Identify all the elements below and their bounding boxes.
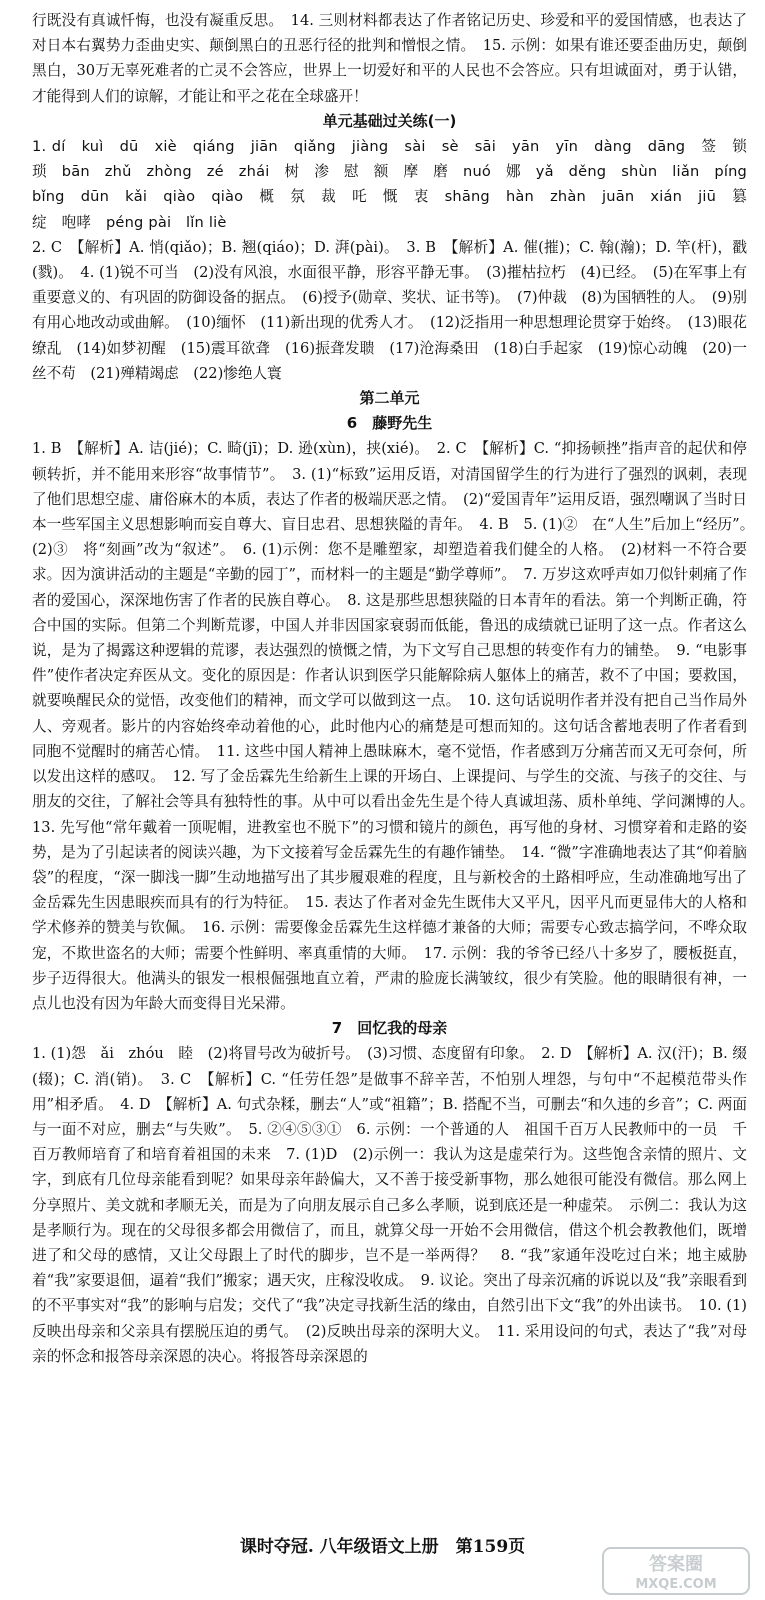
watermark-icon [601, 1546, 751, 1596]
watermark-logo [601, 1546, 751, 1596]
unit-two-heading: 第二单元 [359, 389, 420, 408]
unit-review-pinyin: 1. dí kuì dū xiè qiáng jiān qiǎng jiàng sài sè sāi yān yīn dàng dāng 签 锁 琐 bān zhǔ zhòng zé zhái 树 渗 慰 额 摩 磨 nuó 娜 yǎ děng shùn liǎn píng bǐng dūn kǎi qiào qiào 概 氛 裁 吒 慨 衷 shāng hàn zhàn juān xián jiū 篡 绽 咆哮 péng pài lǐn liè [32, 138, 762, 231]
page-footer: 课时夺冠. 八年级语文上册 第159页 [239, 1537, 526, 1557]
lesson7-heading: 7 回忆我的母亲 [331, 1019, 448, 1038]
lesson6-answers: 1. B 【解析】A. 诘(jié)；C. 畸(jī)；D. 逊(xùn)，挟(xié)。 2. C 【解析】C. “抑扬顿挫”指声音的起伏和停顿转折，并不能用来形容“故事情节”。 3. (1)“标致”运用反语，对清国留学生的行为进行了强烈的讽刺，表现了他们思想空虚、庸俗麻木的本质，表达了作者的极端厌恶之情。 (2)“爱国青年”运用反语，强烈嘲讽了当时日本一些军国主义思想影响而妄自尊大、盲目忠君、思想狭隘的青年。 4. B 5. (1)② 在“人生”后加上“经历”。 (2)③ 将“刻画”改为“叙述”。 6. (1)示例：您不是雕塑家，却塑造着我们健全的人格。 (2)材料一不符合要求。因为演讲活动的主题是“辛勤的园丁”，而材料一的主题是“勤学尊师”。 7. 万岁这欢呼声如刀似针刺痛了作者的爱国心，深深地伤害了作者的民族自尊心。 8. 这是那些思想狭隘的日本青年的看法。第一个判断正确，符合中国的实际。但第二个判断荒谬，中国人并非因国家衰弱而低能，鲁迅的成绩就已证明了这一点。作者这么说，是为了揭露这种逻辑的荒谬，表达强烈的愤慨之情，为下文写自己思想的转变作有力的铺垫。 9. “电影事件”使作者决定弃医从文。变化的原因是：作者认识到医学只能解除病人躯体上的痛苦，救不了中国；要救国，就要唤醒民众的觉悟，改变他们的精神，而文学可以做到这一点。 10. 这句话说明作者并没有把自己当作局外人、旁观者。影片的内容始终牵动着他的心，此时他内心的痛楚是可想而知的。这句话含蓄地表明了作者看到同胞不觉醒时的痛苦心情。 11. 这些中国人精神上愚昧麻木，毫不觉悟，作者感到万分痛苦而又无可奈何，所以发出这样的感叹。 12. 写了金岳霖先生给新生上课的开场白、上课提问、与学生的交流、与孩子的交往、与朋友的交往，了解社会等具有独特性的事。从中可以看出金先生是个待人真诚坦荡、质朴单纯、学问渊博的人。 13. 先写他“常年戴着一顶呢帽，进教室也不脱下”的习惯和镜片的颜色，再写他的身材、习惯穿着和走路的姿势，是为了引起读者的阅读兴趣，为下文接着写金岳霖先生的有趣作铺垫。 14. “微”字准确地表达了其“仰着脑袋”的程度，“深一脚浅一脚”生动地描写出了其步履艰难的程度，且与新校舍的土路相呼应，生动准确地写出了金岳霖先生因患眼疾而具有的行为特征。 15. 表达了作者对金先生既伟大又平凡，因平凡而更显伟大的人格和学术修养的赞美与钦佩。 16. 示例：需要像金岳霖先生这样德才兼备的大师；需要专心致志搞学问，不哗众取宠，不欺世盗名的大师；需要个性鲜明、率真重情的大师。 17. 示例：我的爷爷已经八十多岁了，腰板挺直，步子迈得很大。他满头的银发一根根倔强地直立着，严肃的脸庞长满皱纹，很少有笑脸。他的眼睛很有神，一点儿也没有因为年龄大而变得目光呆滞。 [32, 440, 762, 1012]
watermark-line1: 答案圈 [649, 1554, 703, 1575]
unit-review-answers: 2. C 【解析】A. 悄(qiǎo)；B. 翘(qiáo)；D. 湃(pài)。 3. B 【解析】A. 催(摧)；C. 翰(瀚)；D. 竿(杆)，戳(戮)。 4. (1)锐不可当 (2)没有风浪，水面很平静，形容平静无事。 (3)摧枯拉朽 (4)已经。 (5)在军事上有重要意义的、有巩固的防御设备的据点。 (6)授予(勋章、奖状、证书等)。 (7)仲裁 (8)为国牺牲的人。 (9)别有用心地改动或曲解。 (10)缅怀 (11)新出现的优秀人才。 (12)泛指用一种思想理论贯穿于始终。 (13)眼花缭乱 (14)如梦初醒 (15)震耳欲聋 (16)振聋发聩 (17)沧海桑田 (18)白手起家 (19)惊心动魄 (20)一丝不苟 (21)殚精竭虑 (22)惨绝人寰 [32, 238, 747, 382]
previous-answers-paragraph: 行既没有真诚忏悔，也没有凝重反思。 14. 三则材料都表达了作者铭记历史、珍爱和平的爱国情感，也表达了对日本右翼势力歪曲史实、颠倒黑白的丑恶行径的批判和憎恨之情。 15. 示例：如果有谁还要歪曲历史，颠倒黑白，30万无辜死难者的亡灵不会答应，世界上一切爱好和平的人民也不会答应。只有坦诚面对，勇于认错，才能得到人们的谅解，才能让和平之花在全球盛开！ [32, 12, 747, 105]
lesson6-heading: 6 藤野先生 [346, 414, 433, 433]
unit-review-heading: 单元基础过关练(一) [322, 111, 457, 130]
lesson7-answers: 1. (1)怨 ǎi zhóu 睦 (2)将冒号改为破折号。 (3)习惯、态度留有印象。 2. D 【解析】A. 汉(汗)；B. 缀(辍)；C. 消(销)。 3. C 【解析】C. “任劳任怨”是做事不辞辛苦，不怕别人埋怨，与句中“不起模范带头作用”相矛盾。 4. D 【解析】A. 句式杂糅，删去“人”或“祖籍”；B. 搭配不当，可删去“和久违的乡音”；C. 两面与一面不对应，删去“与失败”。 5. ②④⑤③① 6. 示例：一个普通的人 祖国千百万人民教师中的一员 千百万教师培育了和培育着祖国的未来 7. (1)D (2)示例一：我认为这是虚荣行为。这些饱含亲情的照片、文字，到底有几位母亲能看到呢？如果母亲年龄偏大，又不善于接受新事物，那么她很可能没有微信。那么网上分享照片、美文就和孝顺无关，而是为了向朋友展示自己多么孝顺，说到底还是一种虚荣。 示例二：我认为这是孝顺行为。现在的父母很多都会用微信了，而且，就算父母一开始不会用微信，借这个机会教教他们，既增进了和父母的感情，又让父母跟上了时代的脚步，岂不是一举两得？ 8. “我”家通年没吃过白米；地主威胁着“我”家要退佃，逼着“我们”搬家；遇天灾，庄稼没收成。 9. 议论。突出了母亲沉痛的诉说以及“我”亲眼看到的不平事实对“我”的影响与启发；交代了“我”决定寻找新生活的缘由，自然引出下文“我”的外出读书。 10. (1)反映出母亲和父亲具有摆脱压迫的勇气。 (2)反映出母亲的深明大义。 11. 采用设问的句式，表达了“我”对母亲的怀念和报答母亲深恩的决心。将报答母亲深恩的 [32, 1045, 747, 1365]
watermark-line2: MXQE.COM [635, 1577, 717, 1592]
